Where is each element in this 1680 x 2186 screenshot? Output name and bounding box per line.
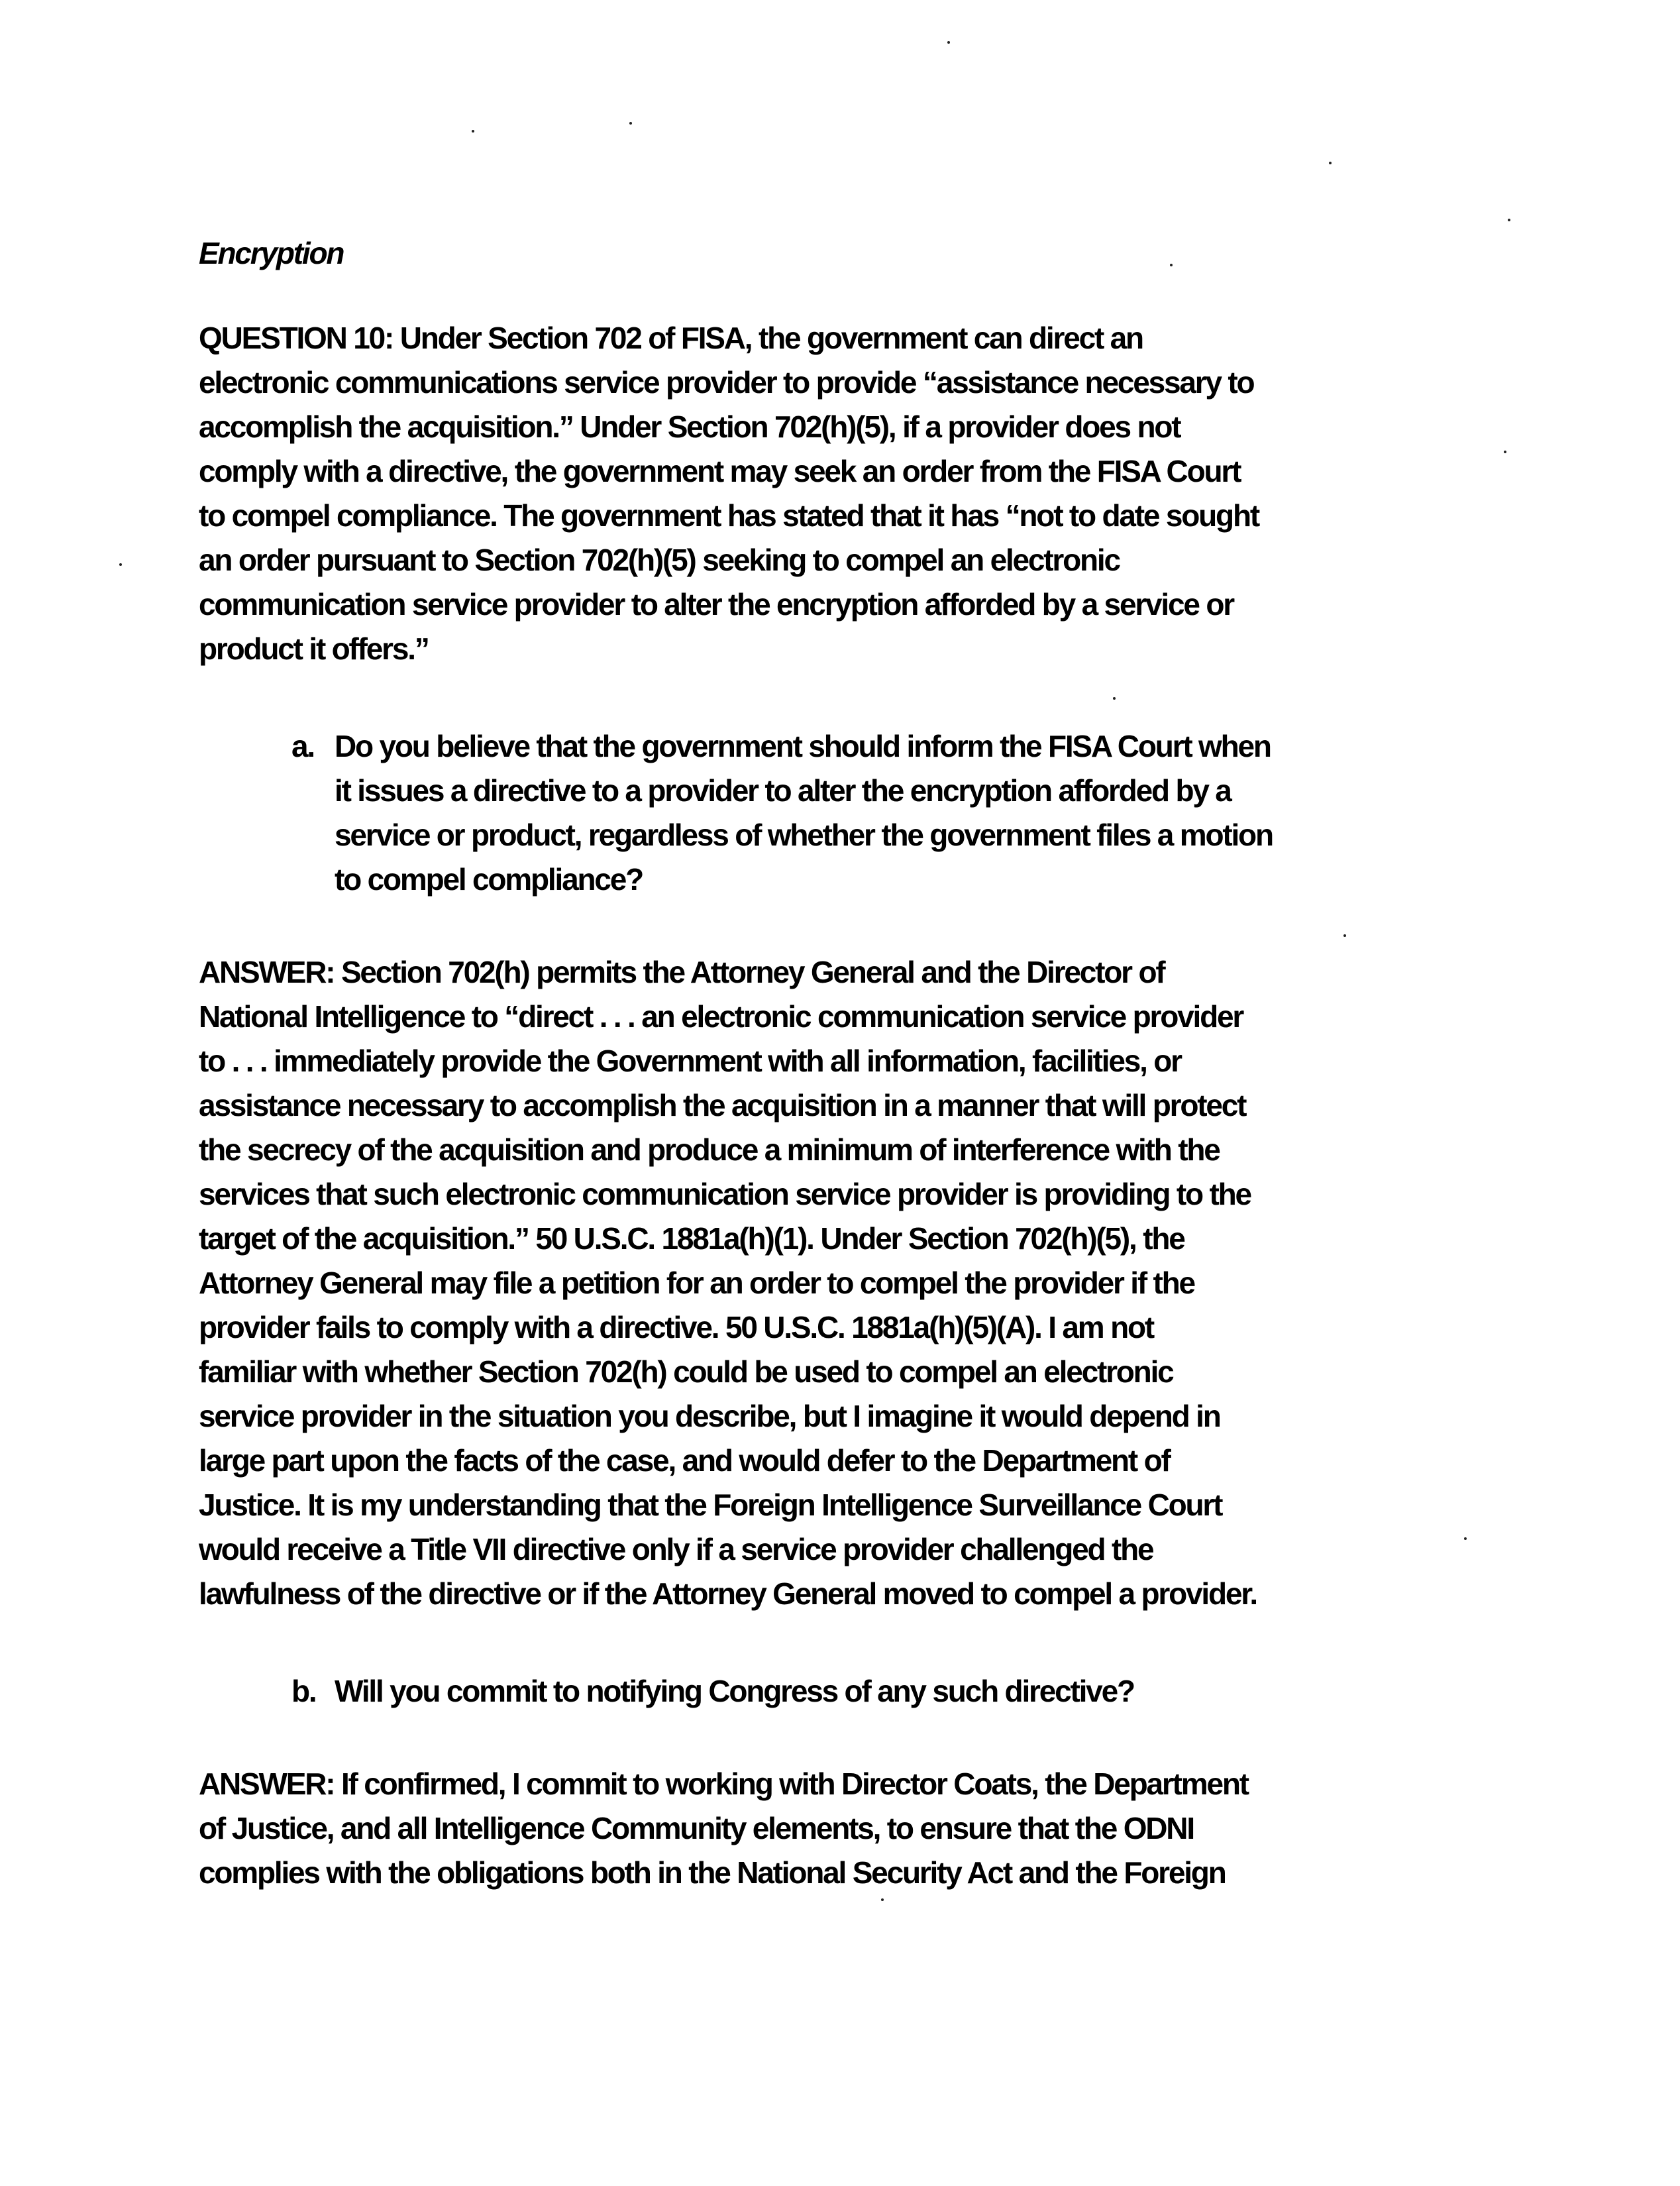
subquestion-line: b. Will you commit to notifying Congress of any such directive?	[291, 1671, 1134, 1711]
answer-line: of Justice, and all Intelligence Community elements, to ensure that the ODNI	[199, 1811, 1194, 1845]
answer-line: National Intelligence to “direct . . . an electronic communication service provider	[199, 999, 1243, 1034]
answer-label: ANSWER:	[199, 955, 335, 989]
answer-line: to . . . immediately provide the Government with all information, facilities, or	[199, 1044, 1181, 1078]
answer-line: assistance necessary to accomplish the acquisition in a manner that will protect	[199, 1088, 1246, 1122]
question-line: electronic communications service provider to provide “assistance necessary to	[199, 365, 1254, 400]
question-line: communication service provider to alter the encryption afforded by a service or	[199, 587, 1234, 622]
scan-speck	[1343, 934, 1346, 937]
subquestion-line: to compel compliance?	[335, 862, 643, 897]
question-line: product it offers.”	[199, 631, 429, 666]
scan-speck	[1504, 451, 1506, 453]
subquestion-line: a. Do you believe that the government should inform the FISA Court when	[291, 726, 1271, 766]
answer-line: ANSWER: Section 702(h) permits the Attorney General and the Director of	[199, 955, 1165, 989]
answer-line: would receive a Title VII directive only if a service provider challenged the	[199, 1532, 1153, 1566]
scan-speck	[1329, 162, 1332, 164]
answer-line: service provider in the situation you describe, but I imagine it would depend in	[199, 1399, 1220, 1433]
list-marker: b.	[291, 1674, 316, 1708]
list-marker: a.	[291, 729, 314, 763]
answer-line: large part upon the facts of the case, and would defer to the Department of	[199, 1443, 1170, 1478]
subquestion-line: it issues a directive to a provider to alter the encryption afforded by a	[335, 773, 1231, 808]
question-line: comply with a directive, the government may seek an order from the FISA Court	[199, 454, 1241, 488]
scan-speck	[472, 130, 474, 133]
answer-line: provider fails to comply with a directive. 50 U.S.C. 1881a(h)(5)(A). I am not	[199, 1310, 1153, 1344]
subquestion-line: service or product, regardless of whether the government files a motion	[335, 818, 1273, 852]
scan-speck	[881, 1898, 884, 1901]
answer-line: lawfulness of the directive or if the Attorney General moved to compel a provider.	[199, 1576, 1257, 1611]
answer-line: ANSWER: If confirmed, I commit to working with Director Coats, the Department	[199, 1767, 1248, 1801]
scan-speck	[947, 41, 950, 44]
answer-line: the secrecy of the acquisition and produce a minimum of interference with the	[199, 1132, 1220, 1167]
question-label: QUESTION 10:	[199, 321, 394, 355]
answer-line: complies with the obligations both in the National Security Act and the Foreign	[199, 1855, 1226, 1890]
question-line: accomplish the acquisition.” Under Section 702(h)(5), if a provider does not	[199, 410, 1181, 444]
answer-line: target of the acquisition.” 50 U.S.C. 1881a(h)(1). Under Section 702(h)(5), the	[199, 1221, 1184, 1256]
scan-speck	[1508, 219, 1510, 221]
answer-line: services that such electronic communication service provider is providing to the	[199, 1177, 1251, 1211]
scan-speck	[1113, 697, 1116, 700]
answer-line: Justice. It is my understanding that the Foreign Intelligence Surveillance Court	[199, 1488, 1222, 1522]
answer-line: familiar with whether Section 702(h) could be used to compel an electronic	[199, 1354, 1173, 1389]
scan-speck	[629, 122, 632, 125]
scan-speck	[1170, 264, 1173, 266]
answer-label: ANSWER:	[199, 1767, 335, 1801]
question-line: an order pursuant to Section 702(h)(5) seeking to compel an electronic	[199, 543, 1120, 577]
section-heading: Encryption	[199, 236, 344, 270]
answer-line: Attorney General may file a petition for an order to compel the provider if the	[199, 1266, 1194, 1300]
scan-speck	[1464, 1537, 1467, 1540]
scan-speck	[119, 563, 122, 566]
question-line: QUESTION 10: Under Section 702 of FISA, the government can direct an	[199, 321, 1143, 355]
question-line: to compel compliance. The government has stated that it has “not to date sought	[199, 498, 1259, 533]
